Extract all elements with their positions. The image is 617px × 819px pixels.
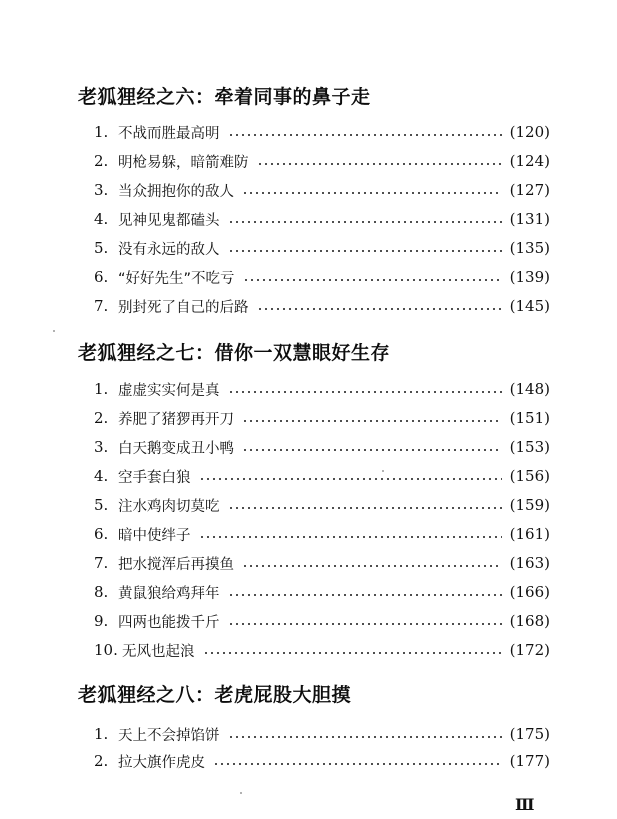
dot-leader xyxy=(228,623,503,625)
entry-title: 把水搅浑后再摸鱼 xyxy=(118,556,234,573)
entry-title: “好好先生”不吃亏 xyxy=(118,270,235,287)
entry-title: 别封死了自己的后路 xyxy=(118,299,249,316)
toc-entry[interactable] xyxy=(94,149,550,173)
dot-leader xyxy=(242,192,502,194)
entry-page-number: (124) xyxy=(509,152,550,170)
entry-title: 不战而胜最高明 xyxy=(118,125,220,142)
entry-number: 6. xyxy=(94,268,109,286)
dot-leader xyxy=(228,250,503,252)
entry-number: 5. xyxy=(94,496,109,514)
dot-leader xyxy=(242,420,502,422)
entry-page-number: (135) xyxy=(509,239,550,257)
dot-leader xyxy=(228,134,503,136)
toc-entry[interactable] xyxy=(94,294,550,318)
entry-title: 白天鹅变成丑小鸭 xyxy=(118,440,234,457)
entry-title: 虚虚实实何是真 xyxy=(118,382,220,399)
dot-leader xyxy=(213,763,502,765)
dot-leader xyxy=(228,594,503,596)
toc-entry[interactable] xyxy=(94,551,550,575)
section-title: 老狐狸经之六：牵着同事的鼻子走 xyxy=(78,86,371,108)
scan-speck xyxy=(53,330,55,332)
entry-number: 4. xyxy=(94,210,109,228)
dot-leader xyxy=(242,565,502,567)
entry-page-number: (145) xyxy=(509,297,550,315)
entry-page-number: (127) xyxy=(509,181,550,199)
entry-page-number: (177) xyxy=(509,752,550,770)
entry-page-number: (163) xyxy=(509,554,550,572)
toc-entry[interactable] xyxy=(94,749,550,773)
entry-page-number: (156) xyxy=(509,467,550,485)
toc-entry[interactable] xyxy=(94,377,550,401)
entry-number: 5. xyxy=(94,239,109,257)
toc-entry[interactable] xyxy=(94,493,550,517)
section-title: 老狐狸经之八：老虎屁股大胆摸 xyxy=(78,684,352,706)
entry-number: 10. xyxy=(94,641,118,659)
entry-number: 7. xyxy=(94,297,109,315)
dot-leader xyxy=(243,279,502,281)
toc-entry[interactable] xyxy=(94,236,550,260)
entry-title: 黄鼠狼给鸡拜年 xyxy=(118,585,220,602)
entry-title: 明枪易躲，暗箭难防 xyxy=(118,154,249,171)
toc-entry[interactable] xyxy=(94,464,550,488)
dot-leader xyxy=(228,391,503,393)
entry-title: 注水鸡肉切莫吃 xyxy=(118,498,220,515)
entry-page-number: (120) xyxy=(509,123,550,141)
dot-leader xyxy=(228,736,503,738)
entry-title: 暗中使绊子 xyxy=(118,527,191,544)
entry-number: 4. xyxy=(94,467,109,485)
entry-title: 没有永远的敌人 xyxy=(118,241,220,258)
dot-leader xyxy=(203,652,503,654)
scan-speck xyxy=(240,792,242,794)
dot-leader xyxy=(199,478,503,480)
entry-number: 2. xyxy=(94,409,109,427)
entry-number: 3. xyxy=(94,181,109,199)
entry-title: 养肥了猪猡再开刀 xyxy=(118,411,234,428)
dot-leader xyxy=(228,507,503,509)
entry-title: 无风也起浪 xyxy=(122,643,195,660)
page-folio: Ⅲ xyxy=(515,795,533,814)
scan-speck xyxy=(382,470,384,472)
entry-title: 当众拥抱你的敌人 xyxy=(118,183,234,200)
toc-entry[interactable] xyxy=(94,178,550,202)
toc-entry[interactable] xyxy=(94,265,550,289)
entry-number: 9. xyxy=(94,612,109,630)
entry-title: 见神见鬼都磕头 xyxy=(118,212,220,229)
entry-number: 2. xyxy=(94,752,109,770)
entry-number: 2. xyxy=(94,152,109,170)
entry-page-number: (161) xyxy=(509,525,550,543)
toc-entry[interactable] xyxy=(94,722,550,746)
toc-entry[interactable] xyxy=(94,207,550,231)
toc-entry[interactable] xyxy=(94,406,550,430)
dot-leader xyxy=(257,163,503,165)
toc-entry[interactable] xyxy=(94,522,550,546)
entry-page-number: (148) xyxy=(509,380,550,398)
toc-entry[interactable] xyxy=(94,580,550,604)
entry-page-number: (151) xyxy=(509,409,550,427)
entry-title: 拉大旗作虎皮 xyxy=(118,754,205,771)
entry-page-number: (168) xyxy=(509,612,550,630)
entry-page-number: (172) xyxy=(509,641,550,659)
dot-leader xyxy=(257,308,503,310)
entry-number: 1. xyxy=(94,380,109,398)
toc-entry[interactable] xyxy=(94,609,550,633)
entry-number: 8. xyxy=(94,583,109,601)
dot-leader xyxy=(199,536,503,538)
section-title: 老狐狸经之七：借你一双慧眼好生存 xyxy=(78,342,391,364)
toc-entry[interactable] xyxy=(94,638,550,662)
dot-leader xyxy=(228,221,503,223)
entry-title: 天上不会掉馅饼 xyxy=(118,727,220,744)
entry-number: 6. xyxy=(94,525,109,543)
entry-page-number: (175) xyxy=(509,725,550,743)
entry-title: 空手套白狼 xyxy=(118,469,191,486)
entry-number: 1. xyxy=(94,123,109,141)
dot-leader xyxy=(242,449,502,451)
toc-entry[interactable] xyxy=(94,120,550,144)
entry-page-number: (131) xyxy=(509,210,550,228)
entry-page-number: (159) xyxy=(509,496,550,514)
entry-number: 3. xyxy=(94,438,109,456)
entry-page-number: (166) xyxy=(509,583,550,601)
entry-number: 1. xyxy=(94,725,109,743)
entry-page-number: (139) xyxy=(509,268,550,286)
toc-entry[interactable] xyxy=(94,435,550,459)
entry-title: 四两也能拨千斤 xyxy=(118,614,220,631)
entry-page-number: (153) xyxy=(509,438,550,456)
entry-number: 7. xyxy=(94,554,109,572)
